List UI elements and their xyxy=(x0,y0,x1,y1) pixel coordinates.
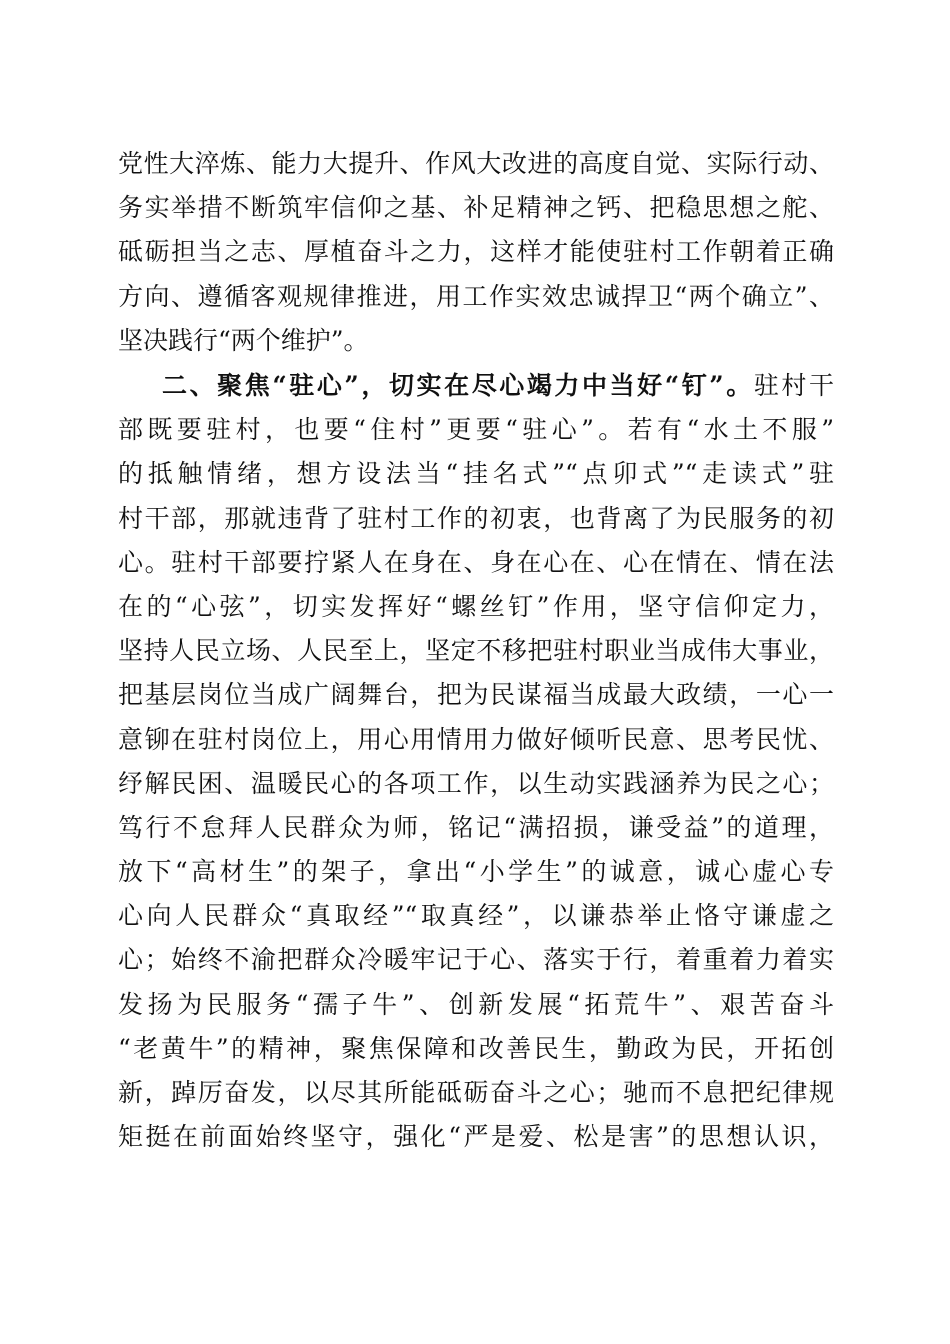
paragraph-first-line xyxy=(118,364,834,408)
paragraph-line: 笃行不怠拜人民群众为师，铭记“满招损，谦受益”的道理， xyxy=(118,812,834,842)
section-heading: 二、聚焦“驻心”，切实在尽心竭力中当好“钉”。 xyxy=(162,371,754,400)
paragraph-line: 意铆在驻村岗位上，用心用情用力做好倾听民意、思考民忧、 xyxy=(118,724,834,754)
paragraph-2 xyxy=(118,364,834,1159)
paragraph-line: 把基层岗位当成广阔舞台，把为民谋福当成最大政绩，一心一 xyxy=(118,680,834,710)
paragraph-1 xyxy=(118,142,834,363)
paragraph-line: 纾解民困、温暖民心的各项工作，以生动实践涵养为民之心； xyxy=(118,768,834,798)
paragraph-line: “老黄牛”的精神，聚焦保障和改善民生，勤政为民，开拓创 xyxy=(118,1033,834,1063)
paragraph-line: 在的“心弦”，切实发挥好“螺丝钉”作用，坚守信仰定力， xyxy=(118,591,834,621)
paragraph-line: 坚决践行“两个维护”。 xyxy=(118,325,369,355)
paragraph-line: 村干部，那就违背了驻村工作的初衷，也背离了为民服务的初 xyxy=(118,503,834,533)
paragraph-line: 的抵触情绪，想方设法当“挂名式”“点卯式”“走读式”驻 xyxy=(118,459,834,489)
paragraph-line: 务实举措不断筑牢信仰之基、补足精神之钙、把稳思想之舵、 xyxy=(118,193,834,223)
paragraph-line: 矩挺在前面始终坚守，强化“严是爱、松是害”的思想认识， xyxy=(118,1122,834,1152)
paragraph-line: 坚持人民立场、人民至上，坚定不移把驻村职业当成伟大事业， xyxy=(118,636,834,666)
paragraph-line: 新，踔厉奋发，以尽其所能砥砺奋斗之心；驰而不息把纪律规 xyxy=(118,1078,834,1107)
paragraph-line: 砥砺担当之志、厚植奋斗之力，这样才能使驻村工作朝着正确 xyxy=(118,237,834,267)
paragraph-line: 心向人民群众“真取经”“取真经”，以谦恭举止恪守谦虚之 xyxy=(118,901,834,931)
paragraph-line: 心；始终不渝把群众冷暖牢记于心、落实于行，着重着力着实 xyxy=(118,945,834,975)
paragraph-line: 部既要驻村，也要“住村”更要“驻心”。若有“水土不服” xyxy=(118,415,834,445)
paragraph-line-rest: 驻村干 xyxy=(753,371,834,400)
paragraph-line: 党性大淬炼、能力大提升、作风大改进的高度自觉、实际行动、 xyxy=(118,149,834,178)
paragraph-line: 方向、遵循客观规律推进，用工作实效忠诚捍卫“两个确立”、 xyxy=(118,281,834,311)
paragraph-line: 心。驻村干部要拧紧人在身在、身在心在、心在情在、情在法 xyxy=(118,547,834,577)
paragraph-line: 发扬为民服务“孺子牛”、创新发展“拓荒牛”、艰苦奋斗 xyxy=(118,989,834,1019)
paragraph-line: 放下“高材生”的架子，拿出“小学生”的诚意，诚心虚心专 xyxy=(118,857,834,887)
